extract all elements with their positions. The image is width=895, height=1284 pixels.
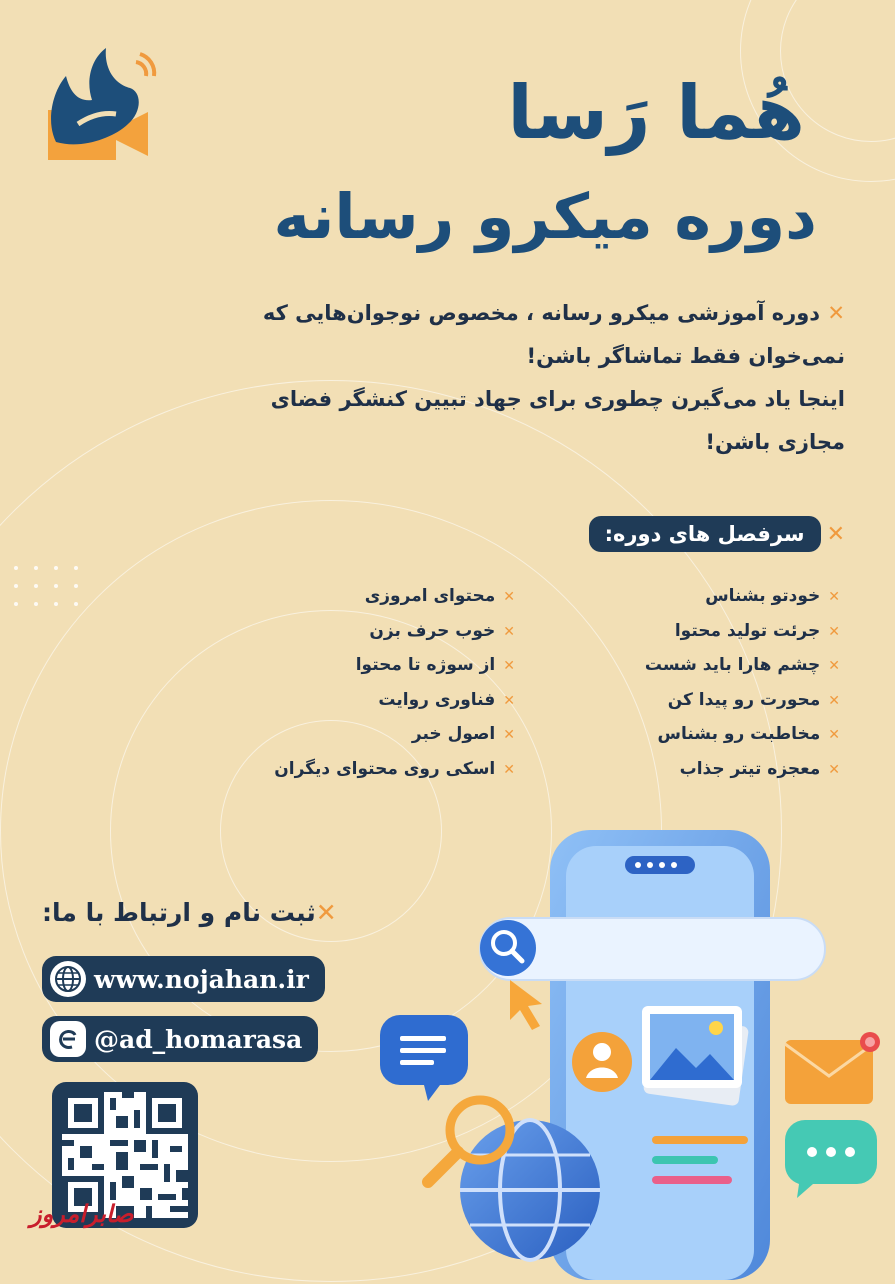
eitaa-link[interactable] <box>42 1016 318 1062</box>
intro-text <box>165 292 845 464</box>
list-item: ✕خوب حرف بزن <box>369 620 515 641</box>
list-item: ✕محتوای امروزی <box>364 586 515 606</box>
contact-heading-label: ثبت نام و ارتباط با ما: <box>42 898 316 927</box>
list-item: ✕اسکی روی محتوای دیگران <box>274 758 515 779</box>
list-item: ✕محورت رو پیدا کن <box>667 689 840 710</box>
list-item: ✕چشم هارا باید شست <box>644 655 840 675</box>
syllabus-left-list <box>235 580 515 787</box>
list-item: ✕جرئت تولید محتوا <box>674 620 840 641</box>
close-icon: ✕ <box>315 898 337 927</box>
list-item: ✕فناوری روایت <box>378 689 515 710</box>
list-item: ✕از سوژه تا محتوا <box>355 655 515 675</box>
intro-line: نمی‌خوان فقط تماشاگر باشن! <box>526 344 845 368</box>
syllabus-heading-label: سرفصل های دوره: <box>589 516 821 552</box>
intro-line: دوره آموزشی میکرو رسانه ، مخصوص نوجوان‌هایی که <box>262 301 821 325</box>
website-link[interactable] <box>42 956 325 1002</box>
phone-illustration <box>380 830 895 1280</box>
eitaa-icon <box>50 1021 86 1057</box>
decor-dots <box>14 566 80 606</box>
close-icon: ✕ <box>826 521 845 547</box>
list-item: ✕معجزه تیتر جذاب <box>679 758 840 779</box>
list-item: ✕مخاطبت رو بشناس <box>657 724 840 744</box>
intro-line: مجازی باشن! <box>705 430 845 454</box>
watermark-text: صابرامروز <box>30 1200 134 1228</box>
syllabus-heading <box>589 516 845 552</box>
homarasa-logo <box>38 32 158 167</box>
globe-icon <box>50 961 86 997</box>
intro-line: اینجا یاد می‌گیرن چطوری برای جهاد تبیین کنشگر فضای <box>270 387 845 411</box>
close-icon: ✕ <box>827 301 845 325</box>
list-item: ✕اصول خبر <box>411 724 515 744</box>
website-text: www.nojahan.ir <box>94 964 309 994</box>
watermark <box>30 1200 134 1228</box>
list-item: ✕خودتو بشناس <box>705 586 840 606</box>
contact-heading <box>42 898 337 927</box>
course-title: دوره میکرو رسانه <box>273 180 817 253</box>
brand-title: هُما رَسا <box>507 70 805 156</box>
syllabus-right-list <box>580 580 840 787</box>
eitaa-handle: @ad_homarasa <box>94 1024 303 1054</box>
